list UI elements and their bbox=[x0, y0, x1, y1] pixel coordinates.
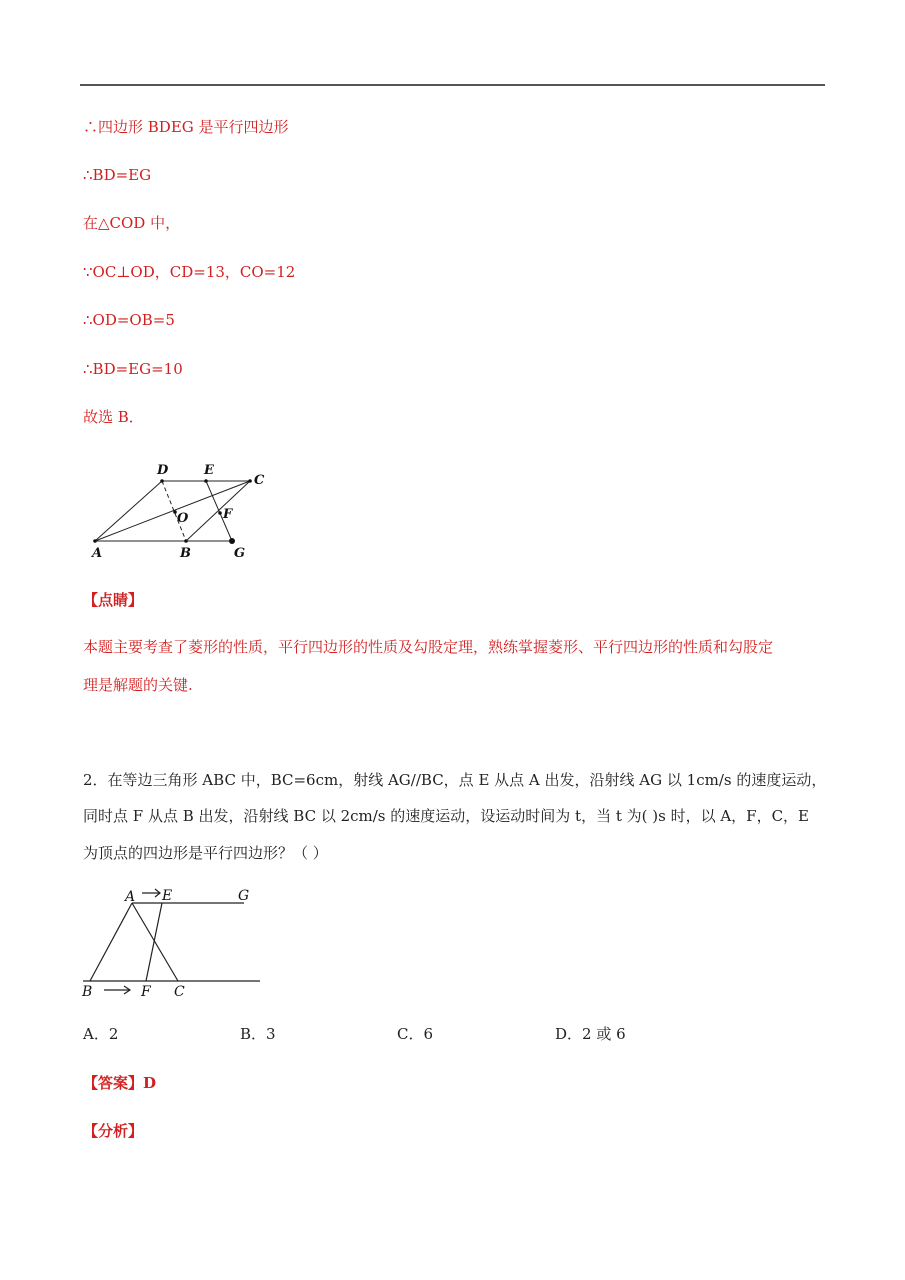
label-O: O bbox=[177, 511, 189, 526]
solution-line-5: ∴OD=OB=5 bbox=[83, 311, 175, 329]
answer-line: 【答案】D bbox=[83, 1074, 157, 1092]
choice-c: C．6 bbox=[397, 1025, 434, 1043]
label-G: G bbox=[234, 546, 246, 561]
choice-b: B．3 bbox=[240, 1025, 276, 1043]
question-line-3: 为顶点的四边形是平行四边形？（ ） bbox=[83, 844, 328, 862]
solution-line-2: ∴BD=EG bbox=[83, 166, 152, 184]
analysis-heading: 【分析】 bbox=[83, 1122, 144, 1140]
label-A: A bbox=[125, 889, 136, 905]
label-G: G bbox=[238, 888, 250, 904]
label-F: F bbox=[223, 507, 233, 522]
triangle-figure bbox=[78, 883, 268, 1003]
label-E: E bbox=[204, 463, 214, 478]
choice-d: D．2 或 6 bbox=[555, 1025, 626, 1043]
label-E: E bbox=[162, 888, 173, 904]
parallelogram-figure bbox=[80, 455, 280, 567]
label-F: F bbox=[141, 984, 151, 1000]
label-B: B bbox=[82, 984, 93, 1000]
comment-line-1: 本题主要考查了菱形的性质，平行四边形的性质及勾股定理，熟练掌握菱形、平行四边形的性质和勾股定 bbox=[83, 638, 774, 656]
label-C: C bbox=[174, 984, 185, 1000]
comment-line-2: 理是解题的关键. bbox=[83, 676, 193, 694]
label-B: B bbox=[180, 546, 191, 561]
label-D: D bbox=[157, 463, 169, 478]
label-C: C bbox=[254, 473, 265, 488]
solution-line-1: ∴四边形 BDEG 是平行四边形 bbox=[83, 118, 289, 136]
solution-line-4: ∵OC⊥OD，CD=13，CO=12 bbox=[83, 263, 296, 281]
solution-line-3: 在△COD 中， bbox=[83, 214, 181, 232]
solution-line-7: 故选 B． bbox=[83, 408, 144, 426]
choice-a: A．2 bbox=[83, 1025, 119, 1043]
comment-heading: 【点睛】 bbox=[83, 591, 144, 609]
question-line-1: 2．在等边三角形 ABC 中，BC=6cm，射线 AG//BC，点 E 从点 A 出发，沿射线 AG 以 1cm/s 的速度运动， bbox=[83, 771, 827, 789]
header-rule bbox=[80, 84, 825, 86]
label-A: A bbox=[92, 546, 103, 561]
question-line-2: 同时点 F 从点 B 出发，沿射线 BC 以 2cm/s 的速度运动，设运动时间为 t，当 t 为( )s 时，以 A，F，C，E bbox=[83, 807, 810, 825]
solution-line-6: ∴BD=EG=10 bbox=[83, 360, 183, 378]
